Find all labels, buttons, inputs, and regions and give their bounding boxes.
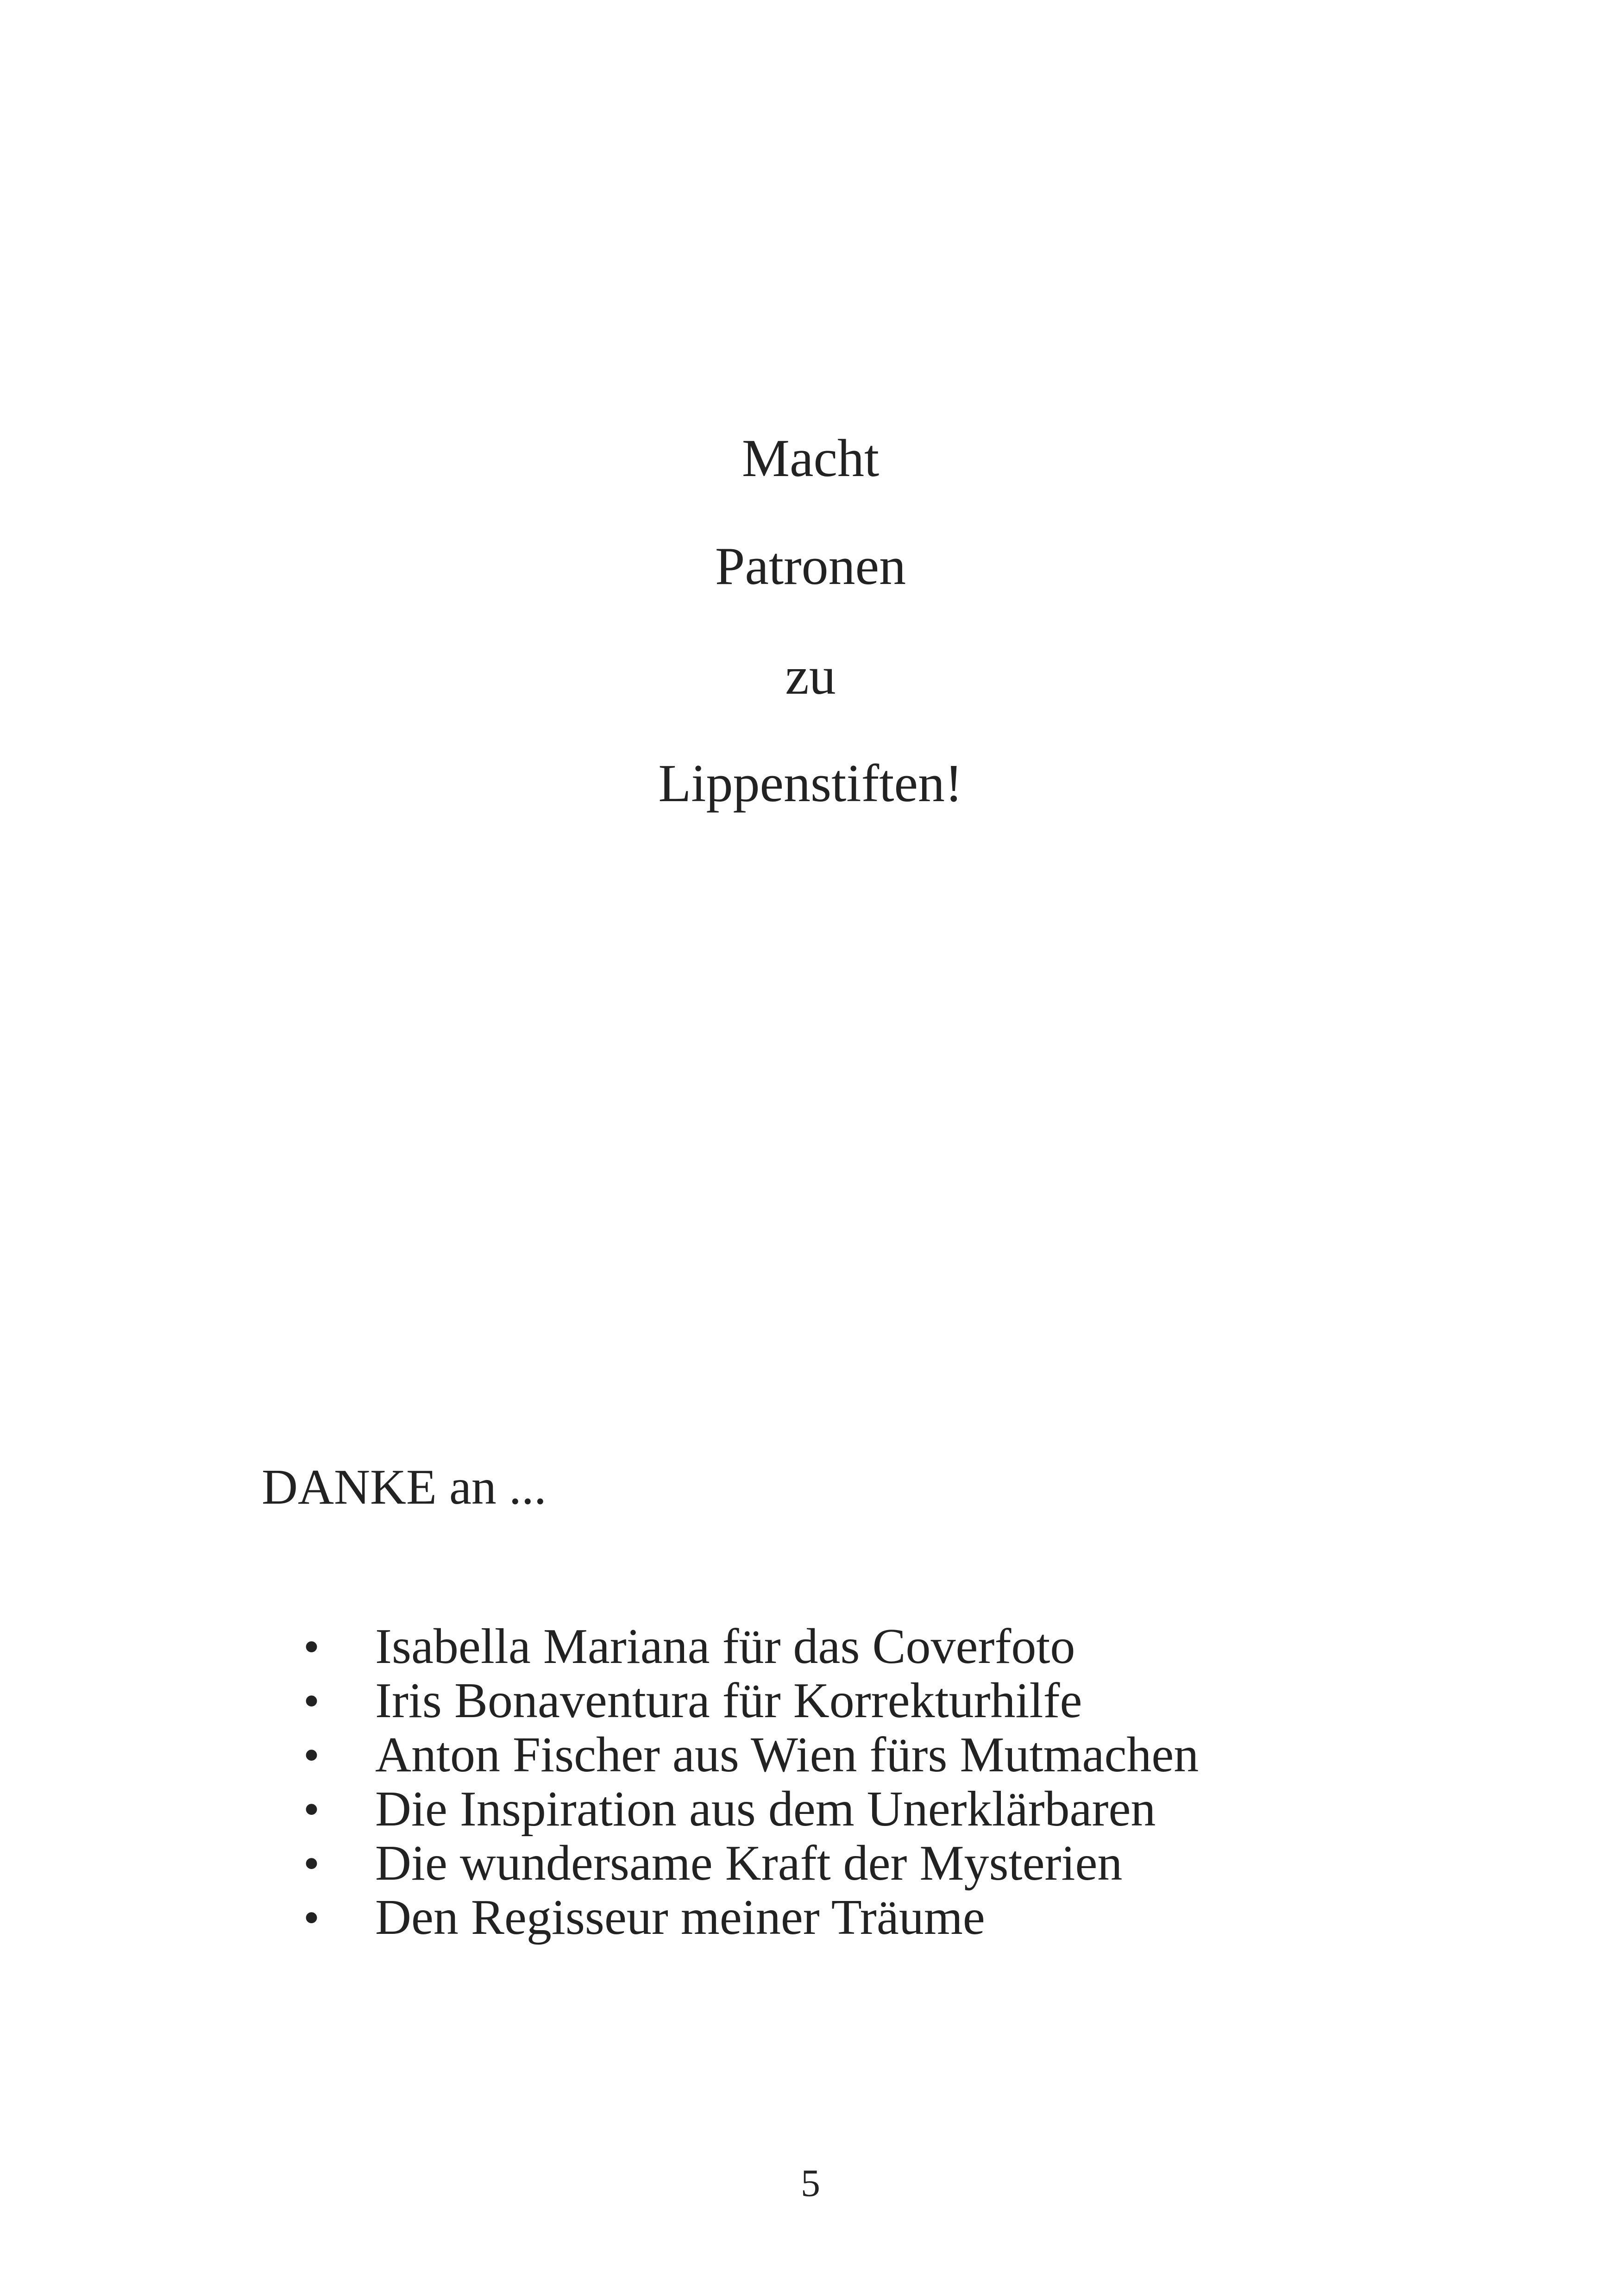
list-item (0, 1836, 1621, 1890)
bullet-icon: • (303, 1621, 320, 1672)
list-item (0, 1890, 1621, 1945)
list-item (0, 1619, 1621, 1674)
title-line-4: Lippenstiften! (658, 754, 963, 813)
list-item-text: Die wundersame Kraft der Mysterien (375, 1836, 1123, 1891)
title-line-1: Macht (741, 429, 880, 488)
list-item-text: Isabella Mariana für das Coverfoto (375, 1619, 1075, 1674)
title-line-2: Patronen (715, 537, 906, 596)
bullet-icon: • (303, 1729, 320, 1781)
title-line-3: zu (785, 646, 836, 706)
bullet-icon: • (303, 1675, 320, 1726)
list-item-text: Iris Bonaventura für Korrekturhilfe (375, 1673, 1082, 1728)
bullet-icon: • (303, 1892, 320, 1943)
list-item (0, 1674, 1621, 1728)
page-number: 5 (801, 2162, 820, 2205)
bullet-icon: • (303, 1838, 320, 1889)
bullet-icon: • (303, 1783, 320, 1835)
list-item (0, 1728, 1621, 1782)
list-item-text: Anton Fischer aus Wien fürs Mutmachen (375, 1727, 1199, 1782)
list-item-text: Die Inspiration aus dem Unerklärbaren (375, 1782, 1156, 1837)
list-item (0, 1782, 1621, 1836)
list-item-text: Den Regisseur meiner Träume (375, 1890, 985, 1945)
thanks-heading: DANKE an ... (262, 1460, 547, 1515)
thanks-list (0, 1619, 1621, 1945)
